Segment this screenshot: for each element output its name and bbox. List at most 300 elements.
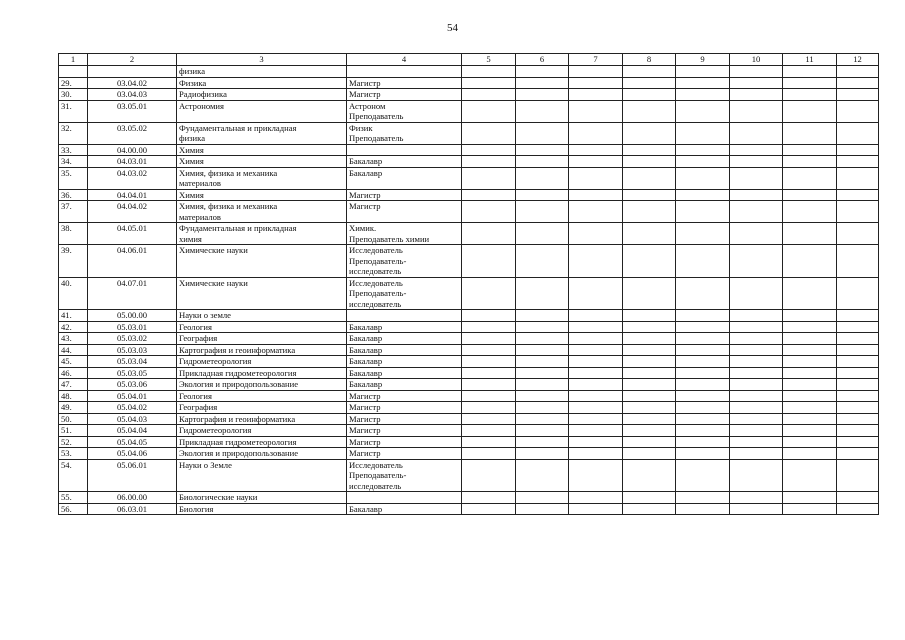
specialty-code-cell: 05.03.04: [88, 356, 177, 368]
empty-cell-col-11: [783, 277, 837, 310]
qualification-cell: [347, 201, 462, 223]
empty-cell-col-11: [783, 448, 837, 460]
empty-cell-col-11: [783, 156, 837, 168]
empty-cell-col-8: [623, 459, 676, 492]
empty-cell-col-7: [569, 390, 623, 402]
column-header: 12: [837, 54, 879, 66]
empty-cell-col-6: [516, 379, 569, 391]
specialty-code-cell: 05.04.05: [88, 436, 177, 448]
empty-cell-col-10: [730, 100, 783, 122]
empty-cell-col-9: [676, 436, 730, 448]
empty-cell-col-9: [676, 413, 730, 425]
specialty-name-line: физика: [179, 66, 206, 76]
empty-cell-col-10: [730, 390, 783, 402]
empty-cell-col-8: [623, 413, 676, 425]
row-number-cell: 31.: [59, 100, 88, 122]
empty-cell-col-10: [730, 367, 783, 379]
column-header: 9: [676, 54, 730, 66]
table-row: [59, 425, 879, 437]
table-row: [59, 390, 879, 402]
empty-cell-col-11: [783, 223, 837, 245]
row-number-cell: 55.: [59, 492, 88, 504]
empty-cell-col-5: [462, 66, 516, 78]
qualification-cell: [347, 503, 462, 515]
empty-cell-col-9: [676, 201, 730, 223]
specialty-name-line: Фундаментальная и прикладная: [179, 122, 297, 133]
qualification-line: Исследователь: [349, 245, 403, 255]
row-number-cell: 34.: [59, 156, 88, 168]
empty-cell-col-7: [569, 156, 623, 168]
empty-cell-col-7: [569, 66, 623, 78]
empty-cell-col-8: [623, 379, 676, 391]
empty-cell-col-10: [730, 459, 783, 492]
empty-cell-col-8: [623, 144, 676, 156]
row-number-cell: [59, 66, 88, 78]
empty-cell-col-8: [623, 66, 676, 78]
row-number-cell: 32.: [59, 122, 88, 144]
empty-cell-col-8: [623, 344, 676, 356]
specialty-name-cell: [177, 356, 347, 368]
qualification-cell: [347, 436, 462, 448]
qualification-cell: [347, 156, 462, 168]
empty-cell-col-10: [730, 379, 783, 391]
empty-cell-col-6: [516, 321, 569, 333]
specialty-name-line: География: [179, 333, 218, 343]
empty-cell-col-5: [462, 379, 516, 391]
table-row: [59, 356, 879, 368]
empty-cell-col-12: [837, 436, 879, 448]
empty-cell-col-12: [837, 122, 879, 144]
empty-cell-col-11: [783, 310, 837, 322]
row-number-cell: 46.: [59, 367, 88, 379]
empty-cell-col-5: [462, 223, 516, 245]
specialty-code-cell: 04.07.01: [88, 277, 177, 310]
empty-cell-col-6: [516, 245, 569, 278]
specialty-name-line: Химия, физика и механика: [179, 201, 278, 211]
specialty-code-cell: 05.04.03: [88, 413, 177, 425]
empty-cell-col-9: [676, 492, 730, 504]
qualification-line: исследователь: [349, 298, 402, 309]
empty-cell-col-9: [676, 245, 730, 278]
specialties-table: [58, 53, 879, 515]
table-row: [59, 436, 879, 448]
specialty-code-cell: 04.00.00: [88, 144, 177, 156]
empty-cell-col-9: [676, 379, 730, 391]
qualification-cell: [347, 223, 462, 245]
empty-cell-col-12: [837, 333, 879, 345]
empty-cell-col-12: [837, 89, 879, 101]
qualification-cell: [347, 245, 462, 278]
empty-cell-col-11: [783, 333, 837, 345]
empty-cell-col-12: [837, 310, 879, 322]
empty-cell-col-7: [569, 310, 623, 322]
row-number-cell: 47.: [59, 379, 88, 391]
qualification-line: Преподаватель: [349, 133, 404, 143]
empty-cell-col-6: [516, 201, 569, 223]
table-row: [59, 100, 879, 122]
empty-cell-col-12: [837, 459, 879, 492]
empty-cell-col-6: [516, 333, 569, 345]
specialty-name-line: Картография и геоинформатика: [179, 344, 296, 355]
empty-cell-col-5: [462, 77, 516, 89]
empty-cell-col-5: [462, 459, 516, 492]
qualification-cell: [347, 390, 462, 402]
empty-cell-col-5: [462, 390, 516, 402]
table-row: [59, 77, 879, 89]
specialty-name-line: Химические науки: [179, 245, 248, 255]
empty-cell-col-9: [676, 321, 730, 333]
qualification-line: исследователь: [349, 480, 402, 491]
table-row: [59, 167, 879, 189]
qualification-line: Магистр: [349, 89, 381, 99]
qualification-cell: [347, 459, 462, 492]
specialty-name-cell: [177, 459, 347, 492]
empty-cell-col-6: [516, 100, 569, 122]
empty-cell-col-10: [730, 167, 783, 189]
qualification-cell: [347, 89, 462, 101]
empty-cell-col-9: [676, 144, 730, 156]
empty-cell-col-12: [837, 379, 879, 391]
specialty-code-cell: 05.04.04: [88, 425, 177, 437]
specialty-name-line: Науки о Земле: [179, 459, 232, 470]
empty-cell-col-9: [676, 459, 730, 492]
specialty-name-line: Биология: [179, 503, 214, 514]
specialty-name-line: Химия: [179, 189, 204, 200]
empty-cell-col-10: [730, 448, 783, 460]
empty-cell-col-5: [462, 100, 516, 122]
empty-cell-col-8: [623, 436, 676, 448]
specialty-code-cell: 05.00.00: [88, 310, 177, 322]
empty-cell-col-5: [462, 402, 516, 414]
empty-cell-col-7: [569, 201, 623, 223]
specialty-name-line: Геология: [179, 321, 212, 332]
empty-cell-col-7: [569, 333, 623, 345]
table-row: [59, 310, 879, 322]
empty-cell-col-10: [730, 492, 783, 504]
qualification-line: Исследователь: [349, 277, 403, 288]
specialty-code-cell: 05.03.01: [88, 321, 177, 333]
empty-cell-col-10: [730, 66, 783, 78]
empty-cell-col-6: [516, 122, 569, 144]
specialty-name-cell: [177, 223, 347, 245]
empty-cell-col-9: [676, 503, 730, 515]
specialty-name-cell: [177, 503, 347, 515]
empty-cell-col-6: [516, 144, 569, 156]
column-header: 1: [59, 54, 88, 66]
specialty-code-cell: 06.03.01: [88, 503, 177, 515]
empty-cell-col-7: [569, 167, 623, 189]
qualification-cell: [347, 189, 462, 201]
empty-cell-col-5: [462, 492, 516, 504]
empty-cell-col-10: [730, 321, 783, 333]
empty-cell-col-10: [730, 277, 783, 310]
qualification-cell: [347, 144, 462, 156]
column-header: 3: [177, 54, 347, 66]
empty-cell-col-10: [730, 344, 783, 356]
empty-cell-col-11: [783, 122, 837, 144]
qualification-cell: [347, 413, 462, 425]
specialty-code-cell: 04.04.01: [88, 189, 177, 201]
empty-cell-col-10: [730, 122, 783, 144]
empty-cell-col-9: [676, 189, 730, 201]
table-row: [59, 189, 879, 201]
qualification-cell: [347, 344, 462, 356]
empty-cell-col-7: [569, 459, 623, 492]
empty-cell-col-10: [730, 201, 783, 223]
empty-cell-col-9: [676, 344, 730, 356]
qualification-line: Преподаватель-: [349, 288, 407, 298]
empty-cell-col-6: [516, 310, 569, 322]
empty-cell-col-8: [623, 503, 676, 515]
empty-cell-col-10: [730, 89, 783, 101]
empty-cell-col-7: [569, 448, 623, 460]
column-header: 4: [347, 54, 462, 66]
empty-cell-col-6: [516, 503, 569, 515]
empty-cell-col-10: [730, 333, 783, 345]
empty-cell-col-10: [730, 77, 783, 89]
empty-cell-col-9: [676, 310, 730, 322]
qualification-cell: [347, 402, 462, 414]
empty-cell-col-6: [516, 277, 569, 310]
specialty-code-cell: 03.04.03: [88, 89, 177, 101]
table-row: [59, 503, 879, 515]
empty-cell-col-12: [837, 277, 879, 310]
row-number-cell: 45.: [59, 356, 88, 368]
specialty-name-cell: [177, 66, 347, 78]
table-row: [59, 245, 879, 278]
empty-cell-col-11: [783, 367, 837, 379]
qualification-line: Магистр: [349, 425, 381, 435]
qualification-line: Бакалавр: [349, 379, 383, 389]
specialty-name-cell: [177, 413, 347, 425]
empty-cell-col-8: [623, 277, 676, 310]
empty-cell-col-12: [837, 321, 879, 333]
empty-cell-col-12: [837, 425, 879, 437]
empty-cell-col-10: [730, 310, 783, 322]
qualification-line: Бакалавр: [349, 321, 383, 332]
page-number: 54: [447, 22, 458, 34]
table-row: [59, 402, 879, 414]
empty-cell-col-6: [516, 436, 569, 448]
empty-cell-col-9: [676, 77, 730, 89]
empty-cell-col-10: [730, 503, 783, 515]
empty-cell-col-8: [623, 223, 676, 245]
specialty-name-line: Экология и природопользование: [179, 448, 299, 458]
empty-cell-col-12: [837, 413, 879, 425]
specialty-name-cell: [177, 189, 347, 201]
specialty-name-line: Науки о земле: [179, 310, 231, 320]
empty-cell-col-11: [783, 503, 837, 515]
table-row: [59, 448, 879, 460]
table-row: [59, 459, 879, 492]
qualification-line: Магистр: [349, 436, 381, 447]
table-header-row: [59, 54, 879, 66]
empty-cell-col-11: [783, 459, 837, 492]
empty-cell-col-12: [837, 344, 879, 356]
specialty-name-cell: [177, 492, 347, 504]
empty-cell-col-5: [462, 436, 516, 448]
qualification-line: Бакалавр: [349, 333, 383, 343]
table-body: [59, 66, 879, 515]
table-row: [59, 367, 879, 379]
qualification-line: Бакалавр: [349, 503, 383, 514]
empty-cell-col-12: [837, 448, 879, 460]
empty-cell-col-8: [623, 367, 676, 379]
empty-cell-col-11: [783, 189, 837, 201]
empty-cell-col-10: [730, 436, 783, 448]
empty-cell-col-11: [783, 402, 837, 414]
empty-cell-col-5: [462, 413, 516, 425]
empty-cell-col-8: [623, 402, 676, 414]
empty-cell-col-11: [783, 77, 837, 89]
empty-cell-col-9: [676, 402, 730, 414]
column-header: 8: [623, 54, 676, 66]
empty-cell-col-10: [730, 245, 783, 278]
empty-cell-col-12: [837, 156, 879, 168]
empty-cell-col-7: [569, 344, 623, 356]
empty-cell-col-6: [516, 77, 569, 89]
qualification-cell: [347, 310, 462, 322]
empty-cell-col-5: [462, 167, 516, 189]
empty-cell-col-5: [462, 277, 516, 310]
specialty-code-cell: 04.04.02: [88, 201, 177, 223]
specialty-name-line: Геология: [179, 390, 212, 401]
empty-cell-col-5: [462, 156, 516, 168]
specialty-code-cell: 03.04.02: [88, 77, 177, 89]
specialty-name-line: Гидрометеорология: [179, 425, 252, 435]
qualification-line: Исследователь: [349, 459, 403, 470]
empty-cell-col-8: [623, 156, 676, 168]
empty-cell-col-7: [569, 100, 623, 122]
row-number-cell: 38.: [59, 223, 88, 245]
empty-cell-col-7: [569, 144, 623, 156]
specialty-code-cell: 04.05.01: [88, 223, 177, 245]
row-number-cell: 48.: [59, 390, 88, 402]
empty-cell-col-5: [462, 122, 516, 144]
empty-cell-col-6: [516, 167, 569, 189]
empty-cell-col-12: [837, 492, 879, 504]
table-row: [59, 201, 879, 223]
row-number-cell: 40.: [59, 277, 88, 310]
specialty-name-line: Картография и геоинформатика: [179, 413, 296, 424]
column-header: 5: [462, 54, 516, 66]
empty-cell-col-5: [462, 356, 516, 368]
empty-cell-col-8: [623, 448, 676, 460]
qualification-line: Бакалавр: [349, 367, 383, 378]
empty-cell-col-9: [676, 156, 730, 168]
row-number-cell: 37.: [59, 201, 88, 223]
row-number-cell: 42.: [59, 321, 88, 333]
empty-cell-col-11: [783, 344, 837, 356]
empty-cell-col-7: [569, 321, 623, 333]
empty-cell-col-11: [783, 66, 837, 78]
qualification-line: Бакалавр: [349, 356, 383, 366]
row-number-cell: 56.: [59, 503, 88, 515]
qualification-line: Химик.: [349, 223, 377, 233]
specialty-name-line: Астрономия: [179, 100, 224, 111]
empty-cell-col-7: [569, 367, 623, 379]
specialty-name-line: Прикладная гидрометеорология: [179, 367, 297, 378]
empty-cell-col-8: [623, 167, 676, 189]
empty-cell-col-8: [623, 492, 676, 504]
specialty-name-line: Радиофизика: [179, 89, 227, 99]
table-row: [59, 89, 879, 101]
empty-cell-col-7: [569, 77, 623, 89]
specialty-name-line: Фундаментальная и прикладная: [179, 223, 297, 233]
specialty-code-cell: [88, 66, 177, 78]
empty-cell-col-7: [569, 223, 623, 245]
empty-cell-col-7: [569, 492, 623, 504]
specialty-name-cell: [177, 448, 347, 460]
empty-cell-col-6: [516, 89, 569, 101]
qualification-line: Астроном: [349, 100, 386, 111]
specialty-name-line: Химические науки: [179, 277, 248, 288]
empty-cell-col-12: [837, 402, 879, 414]
specialty-code-cell: 03.05.01: [88, 100, 177, 122]
empty-cell-col-7: [569, 245, 623, 278]
table-row: [59, 144, 879, 156]
table-row: [59, 156, 879, 168]
empty-cell-col-6: [516, 402, 569, 414]
table-row: [59, 223, 879, 245]
empty-cell-col-9: [676, 122, 730, 144]
specialty-code-cell: 05.04.01: [88, 390, 177, 402]
qualification-line: Бакалавр: [349, 167, 383, 178]
row-number-cell: 49.: [59, 402, 88, 414]
empty-cell-col-12: [837, 144, 879, 156]
row-number-cell: 50.: [59, 413, 88, 425]
empty-cell-col-7: [569, 503, 623, 515]
empty-cell-col-7: [569, 436, 623, 448]
empty-cell-col-8: [623, 310, 676, 322]
table-row: [59, 379, 879, 391]
qualification-line: Магистр: [349, 77, 381, 88]
empty-cell-col-5: [462, 201, 516, 223]
empty-cell-col-8: [623, 321, 676, 333]
table-row: [59, 122, 879, 144]
empty-cell-col-11: [783, 390, 837, 402]
specialty-code-cell: 05.03.06: [88, 379, 177, 391]
qualification-line: Преподаватель: [349, 111, 404, 121]
specialty-name-line: химия: [179, 233, 202, 244]
row-number-cell: 53.: [59, 448, 88, 460]
qualification-cell: [347, 333, 462, 345]
empty-cell-col-11: [783, 245, 837, 278]
qualification-line: Физик: [349, 122, 373, 133]
qualification-line: Магистр: [349, 448, 381, 458]
empty-cell-col-9: [676, 367, 730, 379]
specialty-name-cell: [177, 156, 347, 168]
table-row: [59, 333, 879, 345]
column-header: 2: [88, 54, 177, 66]
empty-cell-col-5: [462, 89, 516, 101]
specialty-name-cell: [177, 277, 347, 310]
empty-cell-col-9: [676, 277, 730, 310]
table-row: [59, 321, 879, 333]
empty-cell-col-11: [783, 436, 837, 448]
empty-cell-col-7: [569, 277, 623, 310]
empty-cell-col-10: [730, 223, 783, 245]
empty-cell-col-6: [516, 189, 569, 201]
qualification-line: Магистр: [349, 201, 381, 211]
empty-cell-col-8: [623, 201, 676, 223]
specialty-code-cell: 06.00.00: [88, 492, 177, 504]
empty-cell-col-5: [462, 310, 516, 322]
qualification-line: Магистр: [349, 390, 381, 401]
empty-cell-col-12: [837, 245, 879, 278]
qualification-line: Преподаватель-: [349, 255, 407, 266]
empty-cell-col-11: [783, 379, 837, 391]
